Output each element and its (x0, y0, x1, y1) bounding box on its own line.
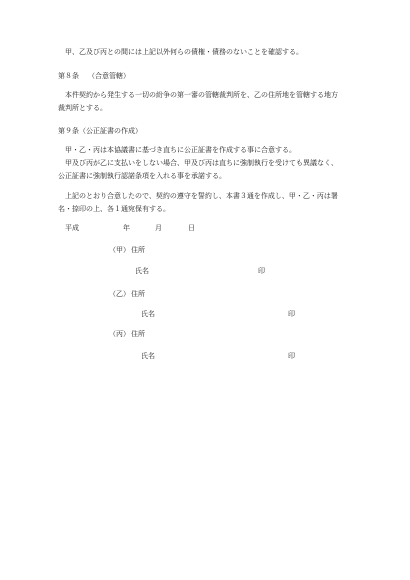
party-a-label: （甲） (109, 246, 130, 254)
party-c-label: （丙） (109, 330, 130, 338)
date-year: 年 (123, 224, 130, 232)
date-day: 日 (188, 224, 195, 232)
date-month: 月 (155, 224, 162, 232)
article-8-line-2: 裁判所とする。 (58, 104, 107, 112)
party-b-label: （乙） (109, 290, 130, 298)
article-9-line-2: 甲及び丙が乙に支払いをしない場合、甲及び丙は直ちに強制執行を受けても異議なく、 (65, 159, 338, 167)
article-8-line-1: 本件契約から発生する一切の紛争の第一審の管轄裁判所を、乙の住所地を管轄する地方 (65, 91, 338, 99)
article-9-title: （公正証書の作成） (79, 127, 142, 135)
article-8-title: （合意管轄） (88, 72, 130, 80)
closing-line-1: 上記のとおり合意したので、契約の遵守を誓約し、本書３通を作成し、甲・乙・丙は署 (65, 192, 338, 200)
article-9-number: 第９条 (58, 127, 79, 135)
party-a-address-label: 住所 (131, 246, 145, 254)
article-8-number: 第８条 (58, 72, 79, 80)
party-a-name-label: 氏名 (135, 267, 149, 275)
party-b-name-label: 氏名 (141, 310, 155, 318)
party-b-address-label: 住所 (131, 290, 145, 298)
article-9-line-3: 公正証書に強制執行認諾条項を入れる事を承諾する。 (58, 172, 226, 180)
party-c-seal: 印 (288, 352, 295, 360)
date-era: 平成 (65, 224, 79, 232)
party-c-address-label: 住所 (131, 330, 145, 338)
closing-line-2: 名・捺印の上、各１通宛保有する。 (58, 205, 170, 213)
party-b-seal: 印 (288, 310, 295, 318)
article-9-heading (58, 127, 142, 136)
article-8-heading (58, 72, 130, 81)
art7-tail-text: 甲、乙及び丙との間には上記以外何らの債権・債務のないことを確認する。 (65, 48, 303, 56)
party-a-seal: 印 (258, 267, 265, 275)
party-c-name-label: 氏名 (141, 352, 155, 360)
article-9-line-1: 甲・乙・丙は本協議書に基づき直ちに公正証書を作成する事に合意する。 (65, 146, 296, 154)
